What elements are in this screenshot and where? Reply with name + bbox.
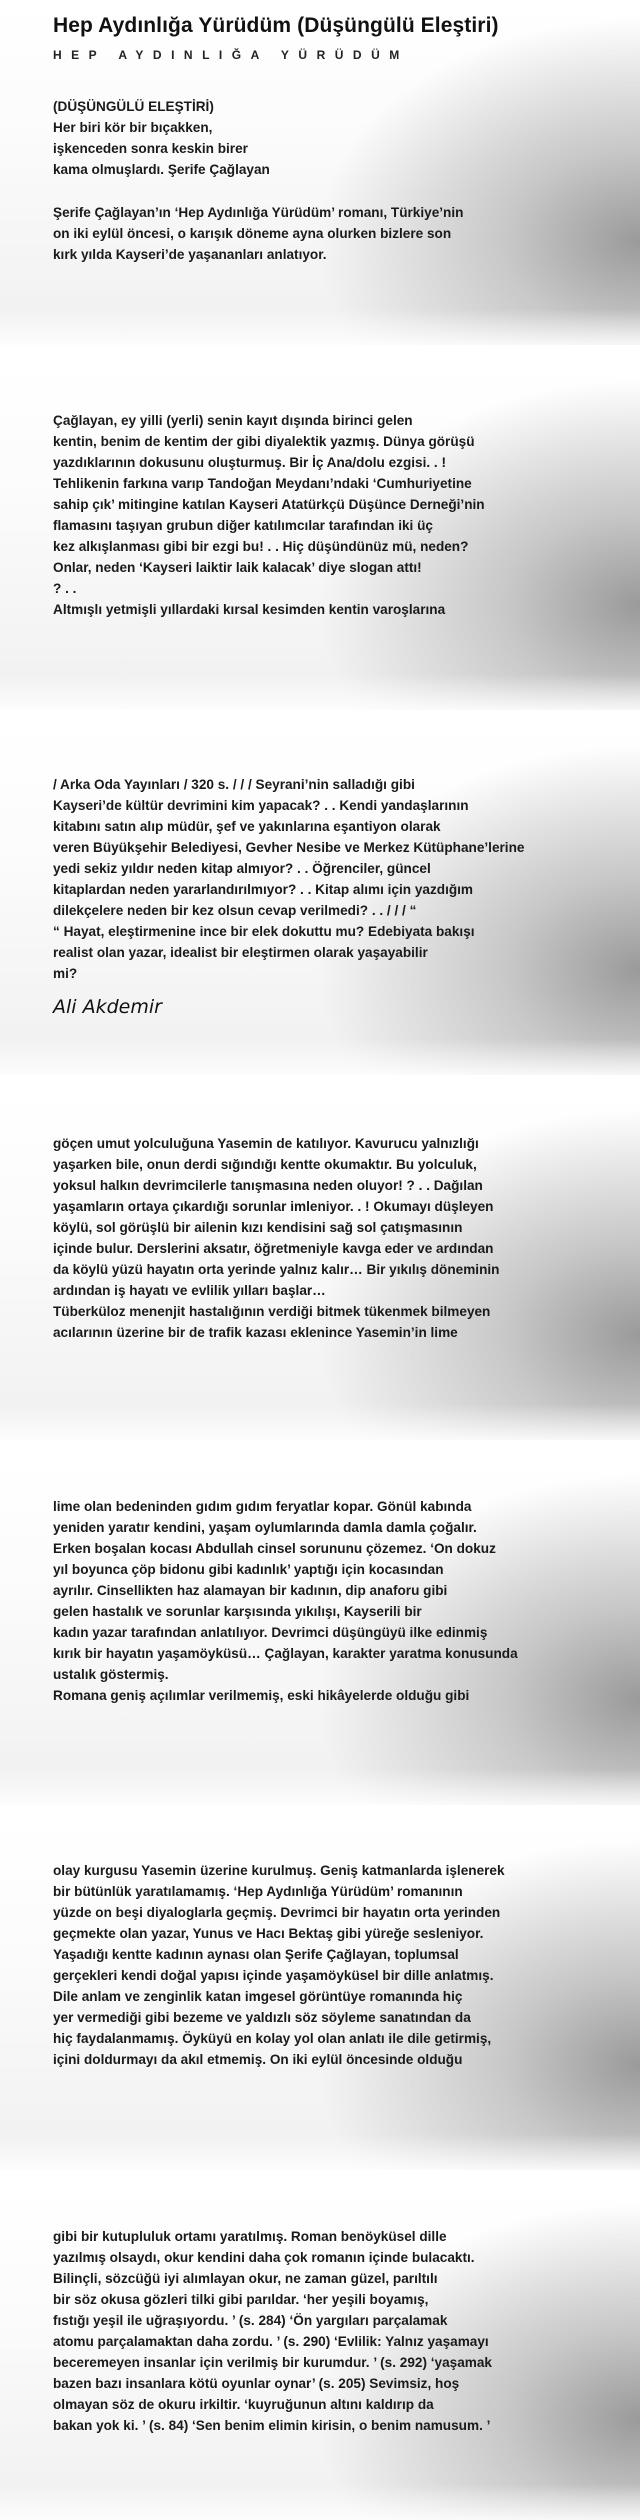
panel-2 (0, 361, 640, 710)
paragraph-3: / Arka Oda Yayınları / 320 s. / / / Seyrani’nin salladığı gibi Kayseri’de kültür devrimini kim yapacak? . . Kendi yandaşlarının kitabını satın alıp müdür, şef ve yakınlarına eşantiyon olarak veren Büyükşehir Belediyesi, Gevher Nesibe ve Merkez Kütüphane’lerine yedi sekiz yıldır neden kitap almıyor? . . Öğrenciler, güncel kitaplardan neden yararlandırılmıyor? . . Kitap alımı için yazdığım dilekçelere neden bir kez olsun cevap verilmedi? . . / / / “ “ Hayat, eleştirmenine ince bir elek dokuttu mu? Edebiyata bakışı realist olan yazar, idealist bir eleştirmen olarak yaşayabilir mi? (53, 777, 525, 981)
panel-3 (0, 726, 640, 1075)
panel-7 (0, 2186, 640, 2520)
panel-4 (0, 1091, 640, 1440)
paragraph-6: olay kurgusu Yasemin üzerine kurulmuş. Geniş katmanlarda işlenerek bir bütünlük yaratılamamış. ‘Hep Aydınlığa Yürüdüm’ romanının yüzde on beşi diyaloglarla geçmiş. Devrimci bir hayatın orta yerinden geçmekte olan yazar, Yunus ve Hacı Bektaş gibi yüreğe sesleniyor. Yaşadığı kentte kadının aynası olan Şerife Çağlayan, toplumsal gerçekleri kendi doğal yapısı içinde yaşamöyküsel bir dille anlatmış. Dile anlam ve zenginlik katan imgesel görüntüye romanında hiç yer vermediği gibi bezeme ve yaldızlı söz söyleme sanatından da hiç faydalanmamış. Öyküyü en kolay yol olan anlatı ile dile getirmiş, içini doldurmayı da akıl etmemiş. On iki eylül öncesinde olduğu (53, 1863, 505, 2067)
panel-1 (0, 0, 640, 345)
paragraph-2: Çağlayan, ey yilli (yerli) senin kayıt dışında birinci gelen kentin, benim de kentim der gibi diyalektik yazmış. Dünya görüşü yazdıklarının dokusunu oluşturmuş. Bir İç Ana/dolu ezgisi. . ! Tehlikenin farkına varıp Tandoğan Meydanı’ndaki ‘Cumhuriyetine sahip çık’ mitingine katılan Kayseri Atatürkçü Düşünce Derneği’nin flamasını taşıyan grubun diğer katılımcılar tarafından iki üç kez alkışlanması gibi bir ezgi bu! . . Hiç düşündünüz mü, neden? Onlar, neden ‘Kayseri laiktir laik kalacak’ diye slogan attı! ? . . Altmışlı yetmişli yıllardaki kırsal kesimden kentin varoşlarına (53, 413, 485, 617)
paragraph-4: göçen umut yolculuğuna Yasemin de katılıyor. Kavurucu yalnızlığı yaşarken bile, onun derdi sığındığı kentte okumaktır. Bu yolculuk, yoksul halkın devrimcilerle tanışmasına neden oluyor! ? . . Dağılan yaşamların ortaya çıkardığı sorunlar imleniyor. . ! Okumayı düşleyen köylü, sol görüşlü bir ailenin kızı kendisini sağ sol çatışmasının içinde bulur. Derslerini aksatır, öğretmeniyle kavga eder ve ardından da köylü yüzü hayatın orta yerinde yalnız kalır… Bir yıkılış döneminin ardından iş hayatı ve evlilik yılları başlar… Tüberküloz menenjit hastalığının verdiği bitmek tükenmek bilmeyen acılarının üzerine bir de trafik kazası eklenince Yasemin’in lime (53, 1136, 500, 1340)
panel-gap (0, 1075, 640, 1091)
panel-gap (0, 1440, 640, 1456)
author-signature: Ali Akdemir (53, 996, 162, 1018)
panel-6 (0, 1821, 640, 2170)
panel-gap (0, 2170, 640, 2186)
panel-gap (0, 710, 640, 726)
intro-paragraph: Şerife Çağlayan’ın ‘Hep Aydınlığa Yürüdüm’ romanı, Türkiye’nin on iki eylül öncesi, o karışık döneme ayna olurken bizlere son kırk yılda Kayseri’de yaşananları anlatıyor. (53, 205, 464, 262)
paragraph-7: gibi bir kutupluluk ortamı yaratılmış. Roman benöyküsel dille yazılmış olsaydı, okur kendini daha çok romanın içinde bulacaktı. Bilinçli, sözcüğü iyi alımlayan okur, ne zaman güzel, parıltılı bir söz okusa gözleri tilki gibi parıldar. ‘her yeşili boyamış, fıstığı yeşil ile uğraşıyordu. ’ (s. 284) ‘Ön yargıları parçalamak atomu parçalamaktan daha zordu. ’ (s. 290) ‘Evlilik: Yalnız yaşamayı beceremeyen insanlar için verilmiş bir kurumdur. ’ (s. 292) ‘yaşamak bazen bazı insanlara kötü oyunlar oynar’ (s. 205) Sevimsiz, hoş olmayan söz de okuru irkiltir. ‘kuyruğunun altını kaldırıp da bakan yok ki. ’ (s. 84) ‘Sen benim elimin kirisin, o benim namusum. ’ (53, 2229, 492, 2433)
panel-gap (0, 345, 640, 361)
spaced-title: HEP AYDINLIĞA YÜRÜDÜM (53, 48, 409, 62)
epigraph: (DÜŞÜNGÜLÜ ELEŞTİRİ) Her biri kör bir bıçakken, işkenceden sonra keskin birer kama olmuşlardı. Şerife Çağlayan (53, 99, 270, 177)
panel-gap (0, 1805, 640, 1821)
panel-5 (0, 1456, 640, 1805)
paragraph-5: lime olan bedeninden gıdım gıdım feryatlar kopar. Gönül kabında yeniden yaratır kendini, yaşam oylumlarında damla damla çoğalır. Erken boşalan kocası Abdullah cinsel sorununu çözemez. ‘On dokuz yıl boyunca çöp bidonu gibi kadınlık’ yaptığı için kocasından ayrılır. Cinsellikten haz alamayan bir kadının, dip anaforu gibi gelen hastalık ve sorunlar karşısında yıkılışı, Kayserili bir kadın yazar tarafından anlatılıyor. Devrimci düşüngüyü ilke edinmiş kırık bir hayatın yaşamöyküsü… Çağlayan, karakter yaratma konusunda ustalık göstermiş. Romana geniş açılımlar verilmemiş, eski hikâyelerde olduğu gibi (53, 1499, 518, 1703)
page-title: Hep Aydınlığa Yürüdüm (Düşüngülü Eleştiri) (53, 14, 499, 37)
